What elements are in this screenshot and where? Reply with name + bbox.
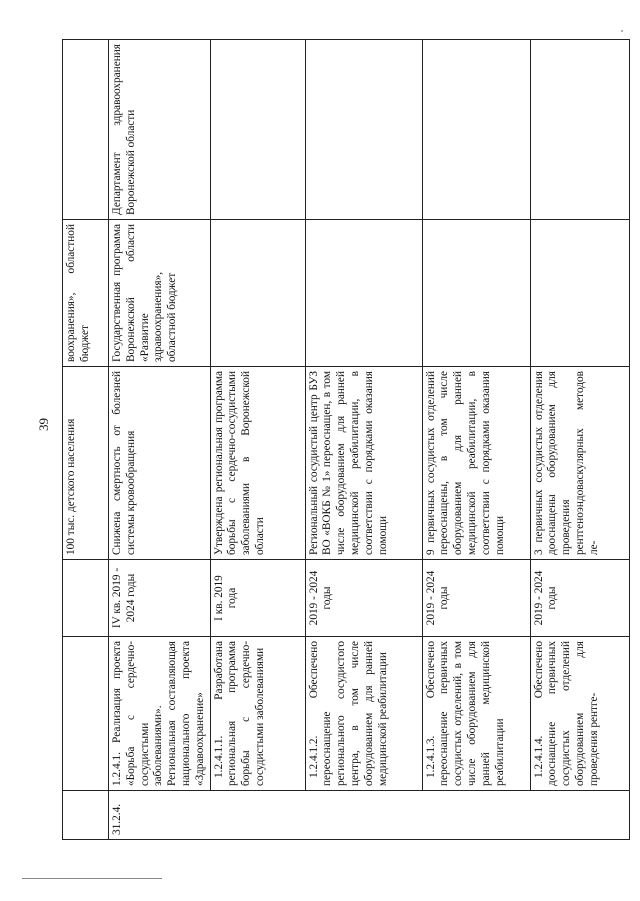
cell-result: 9 первичных сосудистых отделений переоснащены, в том числе оборудованием для ранней медицинской реабилитации, в соответствии с порядками оказания помощи — [422, 367, 530, 560]
cell-period: 2019 - 2024 годы — [422, 560, 530, 637]
cell-source — [305, 220, 422, 367]
scan-artifact-dot — [621, 30, 623, 32]
cell-period: 2019 - 2024 годы — [305, 560, 422, 637]
table-row — [305, 40, 422, 840]
cell-source — [422, 220, 530, 367]
cell-source — [210, 220, 305, 367]
cell-event: 1.2.4.1. Реализация проекта «Борьба с сердечно-сосудистыми заболеваниями». Региональная составляющая национального проекта «Здравоохранение» — [109, 637, 211, 791]
cell-executor — [530, 40, 629, 220]
cell-source: Государственная программа Воронежской области «Развитие здравоохранения», областной бюджет — [109, 220, 211, 367]
table-row — [109, 40, 211, 840]
cell-executor — [305, 40, 422, 220]
cell-event: 1.2.4.1.1. Разработана региональная программа борьбы с сердечно-сосудистыми заболеваниями — [210, 637, 305, 791]
cell-empty — [63, 637, 109, 791]
cell-source — [530, 220, 629, 367]
cell-executor — [210, 40, 305, 220]
cell-indicator: 100 тыс. детского населения — [63, 367, 109, 560]
table-row — [422, 40, 530, 840]
cell-period: IV кв. 2019 - 2024 годы — [109, 560, 211, 637]
scan-artifact-line — [22, 878, 162, 879]
table-row-top — [63, 40, 109, 840]
cell-source: воохранения», областной бюджет — [63, 220, 109, 367]
cell-event: 1.2.4.1.4. Обеспечено дооснащение первичных сосудистых отделений оборудованием для проведения рентге- — [530, 637, 629, 791]
cell-result: Снижена смертность от болезней системы кровообращения — [109, 367, 211, 560]
cell-empty — [63, 560, 109, 637]
cell-event: 1.2.4.1.3. Обеспечено переоснащение первичных сосудистых отделений, в том числе оборудованием для ранней медицинской реабилитации — [422, 637, 530, 791]
plan-table — [62, 39, 630, 840]
rotated-table-container — [62, 40, 622, 840]
cell-period: I кв. 2019 года — [210, 560, 305, 637]
cell-event: 1.2.4.1.2. Обеспечено переоснащение регионального сосудистого центра, в том числе оборудованием для ранней медицинской реабилитации — [305, 637, 422, 791]
table-row — [530, 40, 629, 840]
cell-empty — [63, 40, 109, 220]
cell-empty — [63, 791, 109, 840]
cell-result: Региональный сосудистый центр БУЗ ВО «ВОКБ № 1» переоснащен, в том числе оборудованием для ранней медицинской реабилитации, в соответствии с порядками оказания помощи — [305, 367, 422, 560]
cell-executor — [422, 40, 530, 220]
cell-result: Утверждена региональная программа борьбы с сердечно-сосудистыми заболеваниями в Воронежской области — [210, 367, 305, 560]
page-number: 39 — [36, 418, 51, 431]
section-number: 31.2.4. — [109, 791, 630, 840]
table-row — [210, 40, 305, 840]
cell-period: 2019 - 2024 годы — [530, 560, 629, 637]
cell-executor: Департамент здравоохранения Воронежской области — [109, 40, 211, 220]
cell-result: 3 первичных сосудистых отделения дооснащены оборудованием для проведения рентгеноэндоваскулярных методов ле- — [530, 367, 629, 560]
